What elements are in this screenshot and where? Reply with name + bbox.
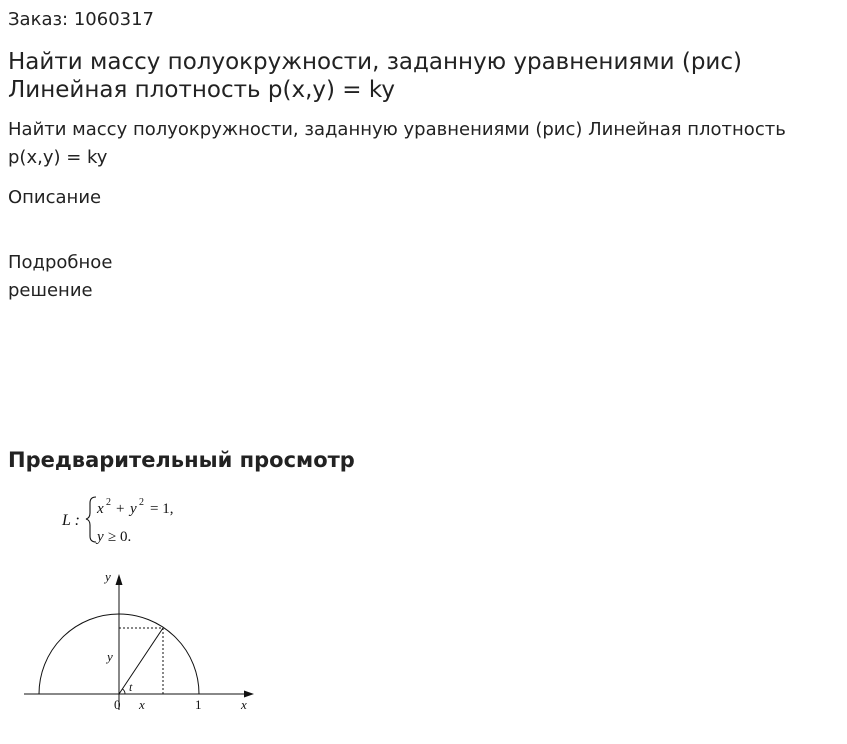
y-point-label: y xyxy=(107,649,113,664)
eq1-plus: + xyxy=(116,501,125,517)
product-title-line1: Найти массу полуокружности, заданную уравнениями (рис) xyxy=(8,49,742,75)
one-label: 1 xyxy=(195,697,202,712)
eq1-y-exp: 2 xyxy=(139,497,144,508)
x-point-label: x xyxy=(139,697,145,712)
angle-label: t xyxy=(129,680,133,694)
eq1-x: x xyxy=(97,501,104,517)
radius-line xyxy=(119,628,163,694)
eq2-y: y xyxy=(97,529,104,545)
preview-heading: Предварительный просмотр xyxy=(8,448,355,472)
description-heading: Описание xyxy=(8,187,102,208)
origin-label: 0 xyxy=(114,697,121,712)
preview-image xyxy=(8,485,268,720)
eq1-x-exp: 2 xyxy=(106,497,111,508)
angle-arc xyxy=(123,689,126,694)
product-title-line2: Линейная плотность p(x,y) = ky xyxy=(8,77,395,103)
short-description: Найти массу полуокружности, заданную уравнениями (рис) Линейная плотность p(x,y) = ky xyxy=(8,119,786,168)
product-title xyxy=(8,48,838,104)
order-line xyxy=(8,9,154,31)
preview-figure xyxy=(8,485,268,720)
order-label: Заказ: xyxy=(8,9,69,30)
axis-y-label: y xyxy=(105,569,111,584)
y-axis-arrow xyxy=(116,574,123,585)
eq1-y: y xyxy=(130,501,137,517)
order-number: 1060317 xyxy=(73,9,155,30)
description-text xyxy=(8,249,128,305)
eq1-rhs: = 1, xyxy=(150,501,174,517)
system-name: L : xyxy=(62,512,80,529)
description-text-line2: решение xyxy=(8,280,93,301)
description-text-line1: Подробное xyxy=(8,252,113,273)
axis-x-label: x xyxy=(241,697,247,712)
system-brace xyxy=(86,497,96,542)
eq2-rhs: ≥ 0. xyxy=(108,529,132,545)
